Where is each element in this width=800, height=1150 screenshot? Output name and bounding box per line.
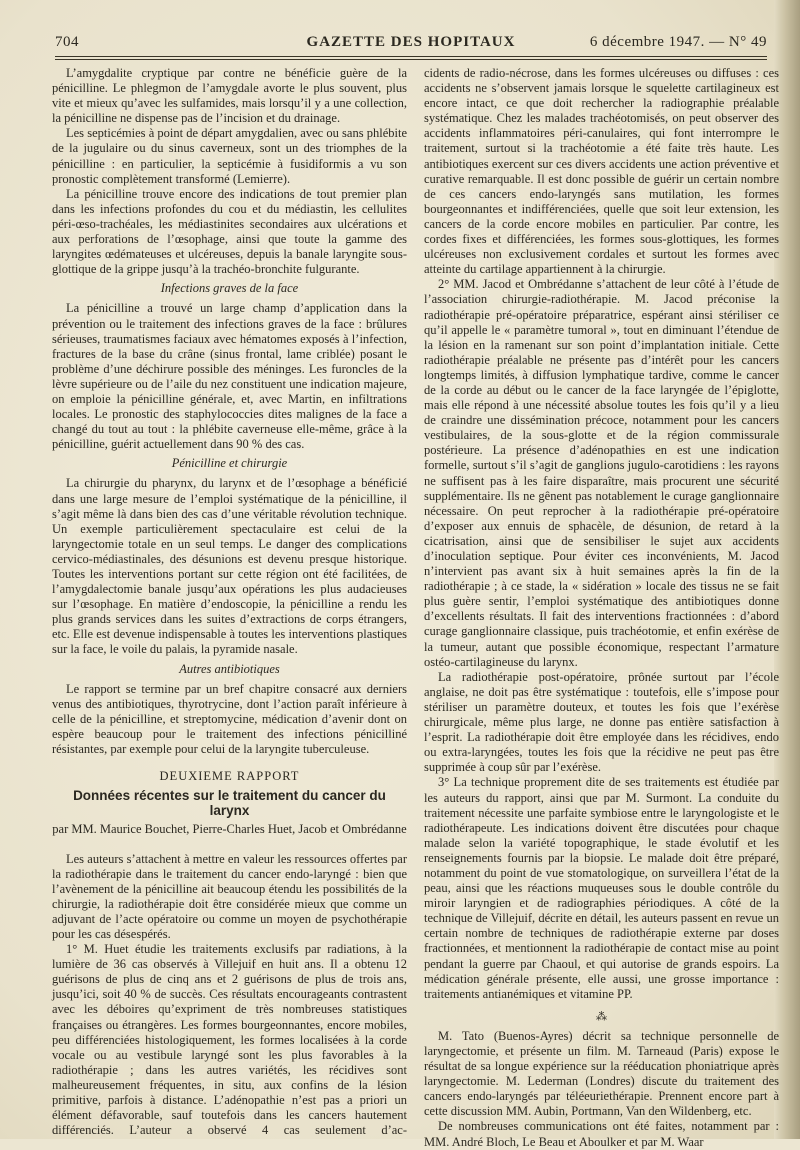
- issue-date: 6 décembre 1947. — N° 49: [589, 34, 767, 50]
- paragraph: 1° M. Huet étudie les traitements exclusifs par radiations, à la lumière de 36 cas observés à Villejuif en huit ans. Il a obtenu 12 guérisons de plus de cinq ans et 2 guérisons de plus de trois ans, jusqu’ici, soit 40 % de succès. Ces résultats encourageants contrastent avec les déboires qu’expriment de très nombreuses statistiques françaises ou étrangères. Les formes bourgeonnantes, encore mobiles, peu différenciées histologiquement, les formes localisées à la corde vocale ou au vestibule laryngé sont les plus favorables à la radiothérapie ; dans les autres variétés, les récidives sont malheureusement fréquentes, in situ, aux confins de la lésion primitive, parfois à distance. L’adénopathie n’est pas a priori un élément défavorable, sauf toutefois dans les cancers hautement différenciés. L’auteur a observé 4 cas seulement d’ac-: [52, 942, 407, 1138]
- header-rule-double: [55, 59, 767, 60]
- header-rule: [55, 56, 767, 57]
- paragraph: Les septicémies à point de départ amygdalien, avec ou sans phlébite de la jugulaire ou du sinus caverneux, sont un des triomphes de la pénicilline : en particulier, la septicémie à fusidiformis a vu son pronostic complètement transformé (Lemierre).: [52, 126, 407, 186]
- paragraph: cidents de radio-nécrose, dans les formes ulcéreuses ou diffuses : ces accidents ne s’observent jamais lorsque le squelette cartilagineux est encore intact, ce que doit rechercher la radiographie préalable systématique. Chez les malades trachéotomisés, on peut observer des accidents inflammatoires péri-canulaires, qui font interrompre le traitement, surtout si la trachéotomie a été faite très haute. Les antibiotiques exercent sur ces divers accidents une action préventive et curative remarquable. Il est donc possible de guérir un certain nombre de ces cancers endo-laryngés sans mutilation, les formes bourgeonnantes et indifférenciées, quelle que soit leur extension, les cancers de la corde encore mobiles en particulier. Par contre, les cordes fixes et différenciées, les formes sous-glottiques, les formes ulcéreuses non exclusivement cordales et surtout les formes avec atteinte du cartilage appartiennent à la chirurgie.: [424, 66, 779, 277]
- section-subheading: Pénicilline et chirurgie: [171, 456, 288, 471]
- paragraph: La pénicilline a trouvé un large champ d’application dans la prévention ou le traitement des infections graves de la face : brûlures sérieuses, traumatismes faciaux avec hématomes exposés à l’infection, fractures de la base du crâne (sinus frontal, lame criblée) posant le problème d’une déchirure possible des méninges. Les furoncles de la lèvre supérieure ou de l’aile du nez constituent une indication majeure, on emploie la pénicilline générale, et, avec Martin, en infiltrations locales. Le pronostic des staphylococcies dites malignes de la face a changé du tout au tout : la phlébite caverneuse elle-même, grâce à la pénicilline, guérit actuellement dans 90 % des cas.: [52, 301, 407, 452]
- running-header: [55, 34, 767, 54]
- paragraph: La pénicilline trouve encore des indications de tout premier plan dans les infections profondes du cou et du médiastin, les cellulites péri-œso-trachéales, les médiastinites secondaires aux ulcérations et aux perforations de l’œsophage, ainsi que toute la gamme des laryngites œdémateuses et ulcéreuses, depuis la banale laryngite sous-glottique de la grippe jusqu’à la trachéo-bronchite fulgurante.: [52, 186, 407, 277]
- paragraph: L’amygdalite cryptique par contre ne bénéficie guère de la pénicilline. Le phlegmon de l’amygdale avorte le plus souvent, plus vite et mieux qu’avec les sulfamides, mais lorsqu’il y a une collection, la pénicilline ne dispense pas de l’incision et du drainage.: [52, 66, 407, 126]
- paragraph: 2° MM. Jacod et Ombrédanne s’attachent de leur côté à l’étude de l’association chirurgie-radiothérapie. M. Jacod préconise la radiothérapie pré-opératoire préparatrice, espérant ainsi stériliser ce qu’il appelle le « paramètre tumoral », tout en diminuant l’étendue de la lésion en la ramenant sur son point d’implantation initiale. Cette radiothérapie préalable ne présente pas d’intérêt pour les cancers longtemps limités, à diffusion lymphatique tardive, comme le cancer de la corde au début ou le cancer de la face laryngée de l’épiglotte, mais elle répond à une nécessité absolue toutes les fois qu’il y a lieu de craindre une dissémination précoce, notamment pour les cancers vestibulaires, de la sous-glotte et de la région commissurale postérieure. La présence d’adénopathies en est une indication formelle, surtout s’il s’agit de ganglions jugulo-carotidiens : les rayons ne suffisent pas à les faire disparaître, mais procurent une sécurité supplémentaire. Ils ne gênent pas notablement le curage ganglionnaire nécessaire. On peut reprocher à la radiothérapie pré-opératoire d’exposer aux ennuis de sphacèle, de désunion, de retard à la cicatrisation, ainsi que de sensibiliser le sujet aux accidents d’inoculation septique. Pour éviter ces inconvénients, M. Jacod n’intervient pas avant six à huit semaines après la fin de la radiothérapie ; à ce stade, la « sidération » locale des tissus ne se fait plus guère sentir, l’emploi systématique des antibiotiques donne d’excellents résultats. Il fait des interventions fractionnées : d’abord curage ganglionnaire classique, puis trachéotomie, et enfin exérèse de la tumeur, autant que possible économique, respectant l’armature ostéo-cartilagineuse du larynx.: [424, 277, 779, 669]
- paragraph: M. Tato (Buenos-Ayres) décrit sa technique personnelle de laryngectomie, et présente un film. M. Tarneaud (Paris) expose le résultat de sa longue expérience sur la rééducation phoniatrique après laryngectomie. M. Lederman (Londres) discute du traitement des cancers endo-laryngés par téléeuriethérapie. Prennent encore part à cette discussion MM. Aubin, Portmann, Van den Wildenberg, etc.: [424, 1028, 779, 1119]
- report-heading: DEUXIEME RAPPORT: [159, 769, 300, 784]
- paragraph: La chirurgie du pharynx, du larynx et de l’œsophage a bénéficié dans une large mesure de l’emploi systématique de la pénicilline, il s’agit même là dans bien des cas d’une véritable révolution technique. Un exemple particulièrement spectaculaire est celui de la laryngectomie totale en un seul temps. Le danger des complications cervico-médiastinales, des désunions est devenu presque historique. Toutes les interventions portant sur cette région ont été facilitées, de l’amygdalectomie banale jusqu’aux opérations les plus audacieuses sur l’œsophage. En matière d’endoscopie, la pénicilline a rendu les plus grands services dans les suites d’extractions de corps étrangers, etc. Elle est devenue indispensable à toutes les interventions plastiques sur la face, le voile du palais, la pyramide nasale.: [52, 476, 407, 657]
- section-subheading: Autres antibiotiques: [179, 661, 280, 676]
- paragraph: La radiothérapie post-opératoire, prônée surtout par l’école anglaise, ne doit pas être systématique : toutefois, elle s’impose pour stériliser un paramètre douteux, et toutes les fois que l’exérèse chirurgicale, même plus large, ne donne pas entière satisfaction à l’esprit. La radiothérapie doit être employée dans les récidives, endo ou extra-laryngées, toutes les fois que la récidive ne peut pas être supprimée à coup sûr par l’exérèse.: [424, 669, 779, 775]
- report-authors: par MM. Maurice Bouchet, Pierre-Charles Huet, Jacob et Ombrédanne: [52, 822, 407, 837]
- right-column: [424, 66, 779, 1150]
- paragraph: Les auteurs s’attachent à mettre en valeur les ressources offertes par la radiothérapie dans le traitement du cancer endo-laryngé : bien que l’avènement de la pénicilline ait beaucoup étendu les possibilités de la chirurgie, la radiothérapie doit être considérée mieux que comme un adjuvant de l’acte opératoire ou comme un moyen de psychothérapie pour les cas désespérés.: [52, 851, 407, 941]
- journal-title: GAZETTE DES HOPITAUX: [306, 34, 516, 50]
- left-column: [52, 66, 407, 1138]
- section-separator: ⁂: [596, 1010, 607, 1023]
- page-number: 704: [55, 34, 79, 50]
- paragraph: Le rapport se termine par un bref chapitre consacré aux derniers venus des antibiotiques, thyrotrycine, dont l’action paraît inférieure à celle de la pénicilline, et streptomycine, médication d’avenir dont on espère beaucoup pour le traitement des infections pénicilliné résistantes, par exemple pour celui de la laryngite tuberculeuse.: [52, 681, 407, 757]
- paragraph: De nombreuses communications ont été faites, notamment par : MM. André Bloch, Le Beau et Aboulker et par M. Waar: [424, 1119, 779, 1149]
- report-title: Données récentes sur le traitement du cancer du larynx: [73, 788, 386, 819]
- section-subheading: Infections graves de la face: [160, 281, 299, 296]
- paragraph: 3° La technique proprement dite de ses traitements est étudiée par les auteurs du rapport, ainsi que par M. Surmont. La conduite du traitement nécessite une parfaite symbiose entre le laryngologiste et le radiothérapeute. Les indications doivent être discutées pour chaque malade selon la variété topographique, le stade évolutif et les renseignements fournis par la biopsie. Le malade doit être préparé, notamment du point de vue stomatologique, on surveillera l’état de la peau, ainsi que les réactions muqueuses sous le double contrôle du miroir laryngien et de radiographies périodiques. A côté de la technique de Villejuif, décrite en détail, les auteurs passent en revue un certain nombre de techniques de radiothérapie externe par doses fractionnées, et mentionnent la radiothérapie de contact mise au point pendant la guerre par Chaoul, et qui autorise de grands espoirs. La médication générale présente, elle aussi, une grosse importance : traitements antianémiques et vitamine PP.: [424, 775, 779, 1001]
